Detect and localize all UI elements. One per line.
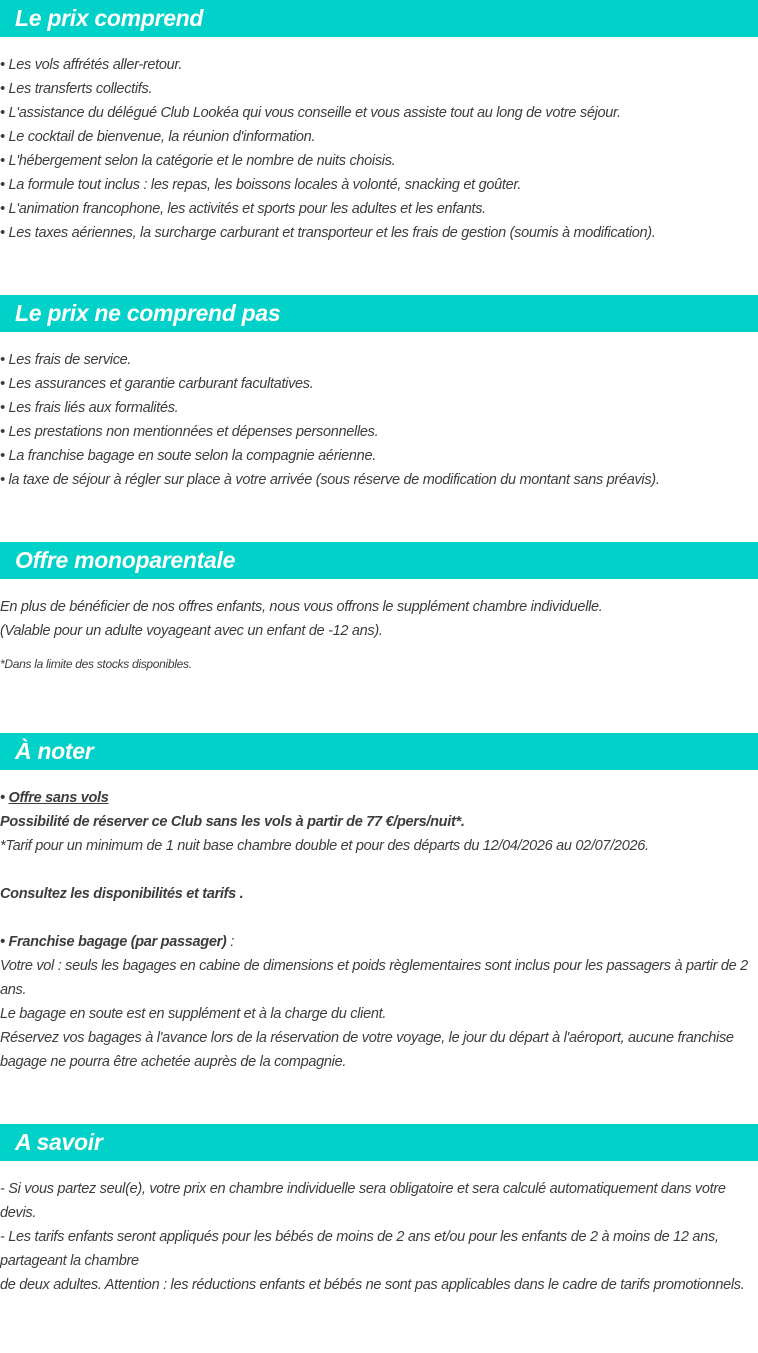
list-item: • Les frais liés aux formalités. xyxy=(0,400,179,416)
list-item: • La formule tout inclus : les repas, les boissons locales à volonté, snacking et goûter. xyxy=(0,177,522,193)
footnote: *Dans la limite des stocks disponibles. xyxy=(0,657,192,671)
section-info xyxy=(0,1124,758,1297)
offer-title: Offre sans vols xyxy=(8,790,109,806)
section-header: Le prix ne comprend pas xyxy=(0,295,758,332)
paragraph-line: En plus de bénéficier de nos offres enfants, nous vous offrons le supplément chambre individuelle. xyxy=(0,599,603,615)
baggage-line: Votre vol : seuls les bagages en cabine de dimensions et poids règlementaires sont inclus pour les passagers à partir de 2 ans. xyxy=(0,958,748,998)
list-item: • L'animation francophone, les activités et sports pour les adultes et les enfants. xyxy=(0,201,486,217)
paragraph-line: (Valable pour un adulte voyageant avec un enfant de -12 ans). xyxy=(0,623,383,639)
section-header: Le prix comprend xyxy=(0,0,758,37)
section-price-includes xyxy=(0,0,758,245)
list-item: • L'hébergement selon la catégorie et le nombre de nuits choisis. xyxy=(0,153,396,169)
section-header: À noter xyxy=(0,733,758,770)
baggage-line: Réservez vos bagages à l'avance lors de la réservation de votre voyage, le jour du départ à l'aéroport, aucune franchise bagage ne pourra être achetée auprès de la compagnie. xyxy=(0,1030,734,1070)
section-header: A savoir xyxy=(0,1124,758,1161)
bullet: • xyxy=(0,790,9,806)
offer-title-line xyxy=(0,786,758,810)
list-item: • Les frais de service. xyxy=(0,352,132,368)
list-item: • Les assurances et garantie carburant facultatives. xyxy=(0,376,314,392)
included-list xyxy=(0,37,758,245)
list-item: • Les prestations non mentionnées et dépenses personnelles. xyxy=(0,424,379,440)
list-item: • Les vols affrétés aller-retour. xyxy=(0,57,183,73)
offer-footnote: *Tarif pour un minimum de 1 nuit base chambre double et pour des départs du 12/04/2026 au 02/07/2026. xyxy=(0,838,649,854)
note-text xyxy=(0,770,758,1074)
offer-line: Possibilité de réserver ce Club sans les vols à partir de 77 €/pers/nuit*. xyxy=(0,814,465,830)
info-line: - Les tarifs enfants seront appliqués pour les bébés de moins de 2 ans et/ou pour les enfants de 2 à moins de 12 ans, partageant la chambre xyxy=(0,1229,719,1269)
list-item: • Le cocktail de bienvenue, la réunion d'information. xyxy=(0,129,316,145)
info-line: de deux adultes. Attention : les réductions enfants et bébés ne sont pas applicables dans le cadre de tarifs promotionnels. xyxy=(0,1277,745,1293)
list-item: • Les taxes aériennes, la surcharge carburant et transporteur et les frais de gestion (soumis à modification). xyxy=(0,225,656,241)
list-item: • La franchise bagage en soute selon la compagnie aérienne. xyxy=(0,448,376,464)
section-note xyxy=(0,733,758,1074)
baggage-title: • Franchise bagage (par passager) xyxy=(0,934,227,950)
consult-availability-link[interactable]: Consultez les disponibilités et tarifs . xyxy=(0,886,244,902)
list-item: • Les transferts collectifs. xyxy=(0,81,153,97)
section-price-excludes xyxy=(0,295,758,492)
baggage-line: Le bagage en soute est en supplément et à la charge du client. xyxy=(0,1006,387,1022)
section-header: Offre monoparentale xyxy=(0,542,758,579)
list-item: • L'assistance du délégué Club Lookéa qui vous conseille et vous assiste tout au long de votre séjour. xyxy=(0,105,621,121)
info-text xyxy=(0,1161,758,1297)
section-single-parent-offer xyxy=(0,542,758,673)
info-line: - Si vous partez seul(e), votre prix en chambre individuelle sera obligatoire et sera calculé automatiquement dans votre devis. xyxy=(0,1181,726,1221)
baggage-title-line: • Franchise bagage (par passager) : xyxy=(0,934,234,950)
list-item: • la taxe de séjour à régler sur place à votre arrivée (sous réserve de modification du montant sans préavis). xyxy=(0,472,660,488)
single-parent-text xyxy=(0,579,758,673)
excluded-list xyxy=(0,332,758,492)
